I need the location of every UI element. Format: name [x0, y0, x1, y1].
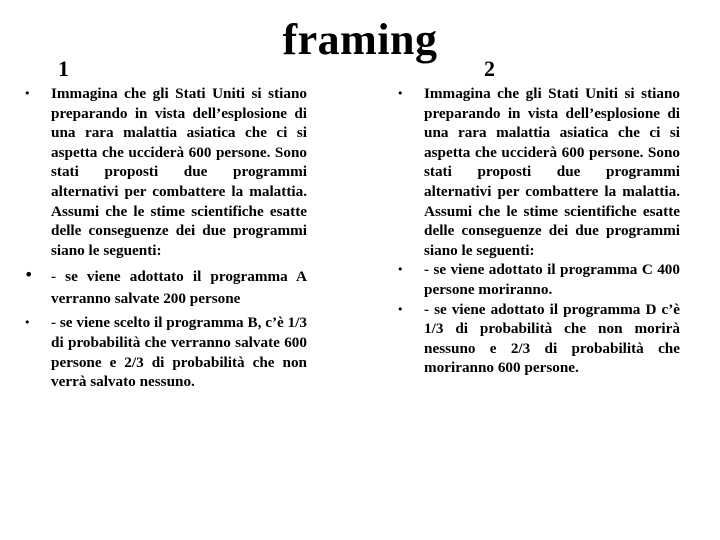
bullet-icon: •: [397, 263, 404, 277]
column-1: [24, 84, 307, 392]
slide-title: framing: [282, 15, 438, 64]
column-1-number: 1: [58, 56, 69, 81]
bullet-icon: •: [397, 302, 404, 316]
bullet-icon: •: [397, 87, 404, 100]
column-1-option-b: [24, 313, 307, 391]
bullet-icon: •: [24, 316, 31, 330]
option-c-text: - se viene adottato il programma C 400 persone moriranno.: [424, 261, 680, 298]
column-2: [397, 84, 680, 378]
scenario-text: Immagina che gli Stati Uniti si stiano preparando in vista dell’esplosione di una rara malattia asiatica che ci si aspetta che ucciderà 600 persone. Sono stati proposti due programmi alternativi per combattere la malattia. Assumi che le stime scientifiche esatte delle conseguenze dei due programmi siano le seguenti:: [424, 85, 680, 259]
bullet-icon: •: [24, 87, 31, 100]
column-2-number: 2: [484, 56, 495, 81]
column-2-scenario: [397, 84, 680, 260]
column-2-option-d: [397, 300, 680, 378]
column-1-option-a: [24, 265, 307, 310]
column-2-option-c: [397, 260, 680, 299]
bullet-icon: •: [24, 265, 34, 285]
option-a-text: - se viene adottato il programma A verranno salvate 200 persone: [51, 268, 307, 308]
column-1-scenario: [24, 84, 307, 260]
option-b-text: - se viene scelto il programma B, c’è 1/3 di probabilità che verranno salvate 600 persone e 2/3 di probabilità che non verrà salvato nessuno.: [51, 314, 307, 391]
option-d-text: - se viene adottato il programma D c’è 1/3 di probabilità che non morirà nessuno e 2/3 di probabilità che moriranno 600 persone.: [424, 300, 680, 377]
scenario-text: Immagina che gli Stati Uniti si stiano preparando in vista dell’esplosione di una rara malattia asiatica che ci si aspetta che ucciderà 600 persone. Sono stati proposti due programmi alternativi per combattere la malattia. Assumi che le stime scientifiche esatte delle conseguenze dei due programmi siano le seguenti:: [51, 85, 307, 259]
